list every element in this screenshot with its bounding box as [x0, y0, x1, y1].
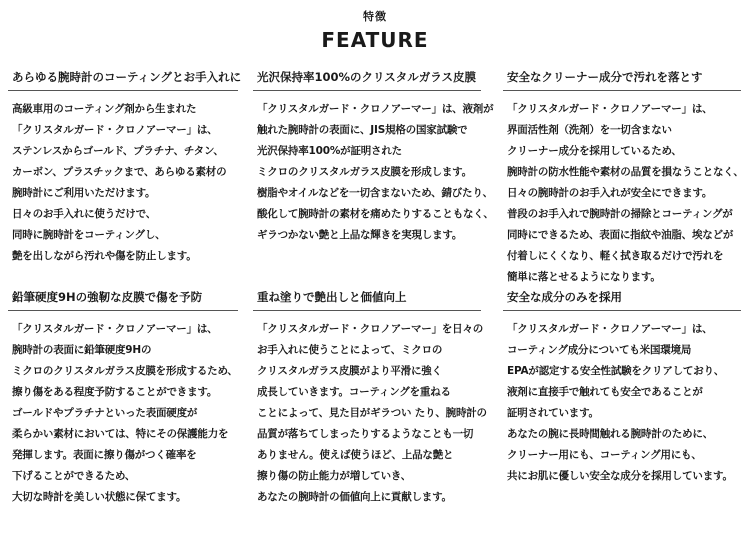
- feature-block-cleaner: [503, 68, 744, 288]
- feature-block-safety: [503, 288, 741, 487]
- feature-text-line: 液剤に直接手で触れても安全であることが: [507, 386, 703, 398]
- feature-text-line: 共にお肌に優しい安全な成分を採用しています。: [507, 470, 733, 482]
- feature-text-line: クリスタルガラス皮膜がより平滑に強く: [257, 365, 442, 377]
- feature-text-line: 「クリスタルガード・クロノアーマー」は、: [12, 323, 218, 335]
- feature-text-line: あなたの腕時計の価値向上に貢献します。: [257, 491, 452, 503]
- feature-text-line: 擦り傷の防止能力が増していき、: [257, 470, 412, 482]
- feature-text: [12, 319, 238, 508]
- feature-divider: [503, 90, 741, 91]
- feature-divider: [503, 310, 741, 311]
- feature-text-line: 簡単に落とせるようになります。: [507, 271, 661, 283]
- feature-block-coating: [8, 68, 242, 267]
- feature-text-line: 同時にできるため、表面に指紋や油脂、埃などが: [507, 229, 734, 241]
- feature-text-line: 日々の腕時計のお手入れが安全にできます。: [507, 187, 713, 199]
- feature-text-line: ゴールドやプラチナといった表面硬度が: [12, 407, 198, 419]
- feature-divider: [253, 90, 481, 91]
- feature-text-line: 発揮します。表面に擦り傷がつく確率を: [12, 449, 197, 461]
- feature-text-line: あなたの腕に長時間触れる腕時計のために、: [507, 428, 713, 440]
- feature-title: あらゆる腕時計のコーティングとお手入れに: [12, 70, 242, 84]
- feature-divider: [8, 310, 238, 311]
- feature-text-line: 付着しにくくなり、軽く拭き取るだけで汚れを: [507, 250, 724, 262]
- feature-text-line: 「クリスタルガード・クロノアーマー」は、: [507, 103, 713, 115]
- feature-text-line: 成長していきます。コーティングを重ねる: [257, 386, 451, 398]
- feature-title: 安全な成分のみを採用: [507, 290, 622, 304]
- feature-text-line: クリーナー成分を採用しているため、: [507, 145, 682, 157]
- section-title: FEATURE: [321, 28, 429, 52]
- feature-text-line: ありません。使えば使うほど、上品な艶と: [257, 449, 454, 461]
- feature-text-line: ギラつかない艶と上品な輝きを実現します。: [257, 229, 463, 241]
- feature-text-line: 界面活性剤（洗剤）を一切含まない: [507, 124, 672, 136]
- feature-title: 重ね塗りで艶出しと価値向上: [257, 290, 407, 304]
- feature-block-hardness: [8, 288, 238, 508]
- feature-text-line: ミクロのクリスタルガラス皮膜を形成するため、: [12, 365, 238, 377]
- feature-text-line: 大切な時計を美しい状態に保てます。: [12, 491, 187, 503]
- feature-text-line: 艶を出しながら汚れや傷を防止します。: [12, 250, 197, 262]
- feature-text-line: 擦り傷をある程度予防することができます。: [12, 386, 218, 398]
- feature-title: 安全なクリーナー成分で汚れを落とす: [507, 70, 703, 84]
- section-subtitle: 特徴: [363, 10, 387, 23]
- feature-text-line: お手入れに使うことによって、ミクロの: [257, 344, 443, 356]
- feature-text: [12, 99, 238, 267]
- feature-text: [507, 99, 744, 288]
- feature-text: [257, 319, 487, 508]
- feature-text-line: 柔らかい素材においては、特にその保護能力を: [12, 428, 229, 440]
- feature-block-layering: [253, 288, 487, 508]
- feature-text: [257, 99, 494, 246]
- feature-text-line: 同時に腕時計をコーティングし、: [12, 229, 166, 241]
- feature-title: 光沢保持率100%のクリスタルガラス皮膜: [257, 70, 476, 84]
- feature-text-line: 腕時計にご利用いただけます。: [12, 187, 156, 199]
- feature-text-line: 触れた腕時計の表面に、JIS規格の国家試験で: [257, 124, 468, 136]
- feature-text-line: ことによって、見た目がギラつい たり、腕時計の: [257, 407, 487, 419]
- feature-text-line: 腕時計の防水性能や素材の品質を損なうことなく、: [507, 166, 744, 178]
- feature-text-line: 日々のお手入れに使うだけで、: [12, 208, 156, 220]
- feature-text-line: 「クリスタルガード・クロノアーマー」は、: [507, 323, 713, 335]
- feature-text-line: 証明されています。: [507, 407, 599, 419]
- feature-text-line: カーボン、プラスチックまで、あらゆる素材の: [12, 166, 227, 178]
- feature-text-line: 品質が落ちてしまったりするようなことも一切: [257, 428, 474, 440]
- feature-text-line: 腕時計の表面に鉛筆硬度9Hの: [12, 344, 152, 356]
- feature-text-line: コーティング成分についても米国環境局: [507, 344, 692, 356]
- feature-text-line: 普段のお手入れで腕時計の掃除とコーティングが: [507, 208, 733, 220]
- feature-text-line: 「クリスタルガード・クロノアーマー」は、: [12, 124, 218, 136]
- feature-divider: [8, 90, 238, 91]
- feature-text-line: 下げることができるため、: [12, 470, 136, 482]
- feature-text-line: 酸化して腕時計の素材を痛めたりすることもなく、: [257, 208, 494, 220]
- feature-text-line: 光沢保持率100%が証明された: [257, 145, 402, 157]
- feature-text-line: 「クリスタルガード・クロノアーマー」を日々の: [257, 323, 484, 335]
- feature-block-gloss: [253, 68, 494, 246]
- feature-title: 鉛筆硬度9Hの強靭な皮膜で傷を予防: [12, 290, 203, 304]
- feature-text-line: EPAが認定する安全性試験をクリアしており、: [507, 365, 725, 377]
- feature-text-line: 樹脂やオイルなどを一切含まないため、錆びたり、: [257, 187, 493, 199]
- feature-text-line: クリーナー用にも、コーティング用にも、: [507, 449, 702, 461]
- feature-text-line: 高級車用のコーティング剤から生まれた: [12, 103, 197, 115]
- feature-divider: [253, 310, 481, 311]
- feature-text-line: ステンレスからゴールド、プラチナ、チタン、: [12, 145, 224, 157]
- feature-text: [507, 319, 741, 487]
- feature-text-line: 「クリスタルガード・クロノアーマー」は、液剤が: [257, 103, 494, 115]
- feature-text-line: ミクロのクリスタルガラス皮膜を形成します。: [257, 166, 472, 178]
